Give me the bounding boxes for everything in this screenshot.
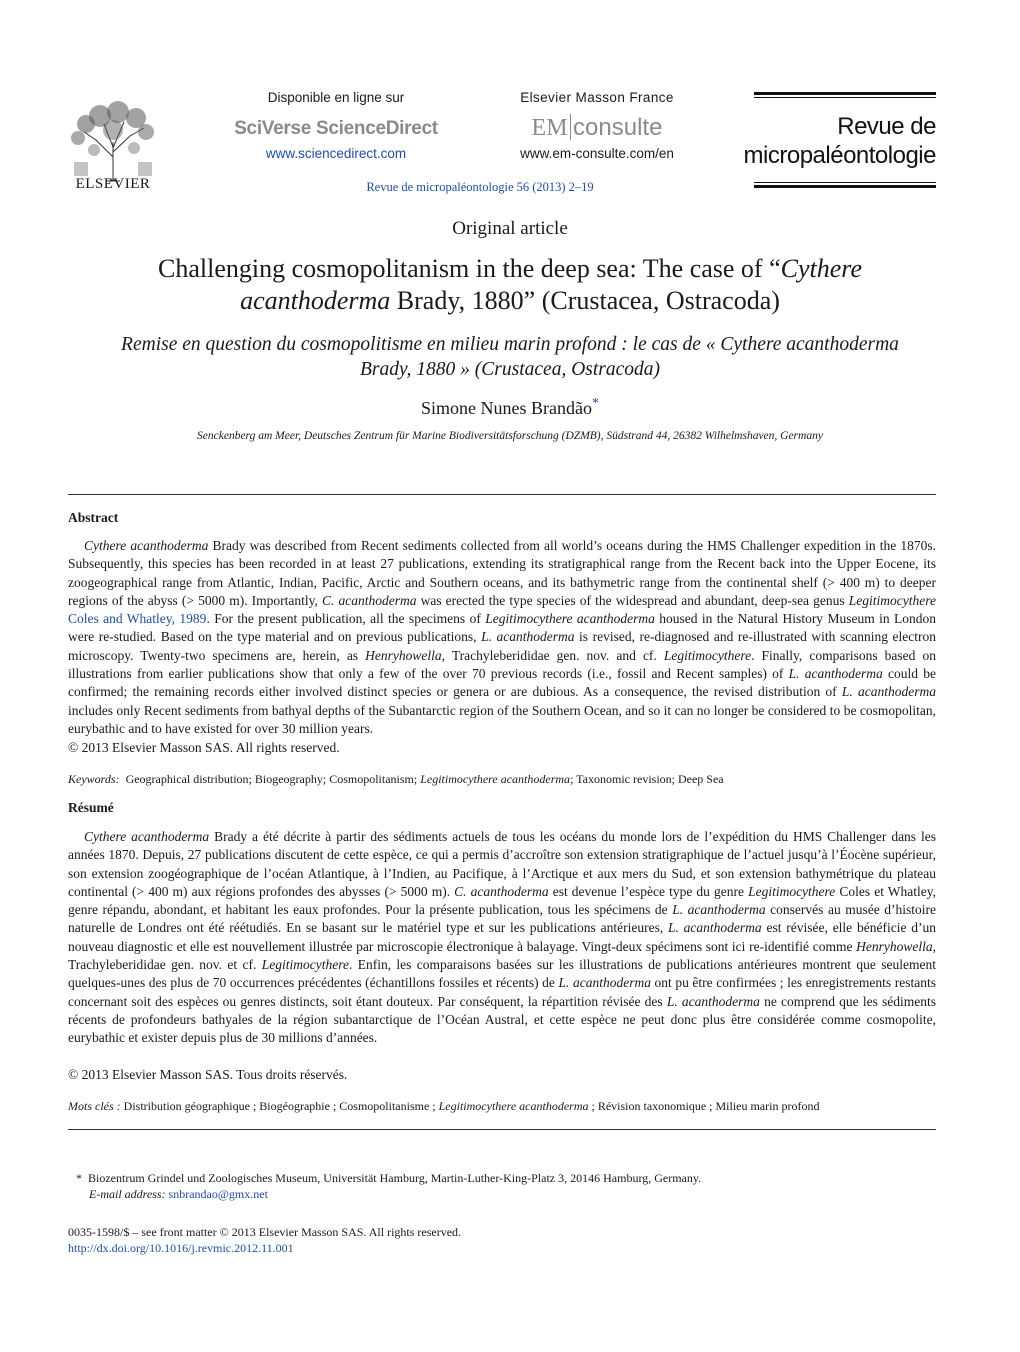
taxon-name: Legitimocythere acanthoderma (485, 611, 655, 627)
taxon-name: L. acanthoderma (666, 993, 760, 1009)
author-affiliation: Senckenberg am Meer, Deutsches Zentrum für Marine Biodiversitätsforschung (DZMB), Südstrand 44, 26382 Wilhelmshaven, Germany (197, 430, 823, 442)
front-matter-line: 0035-1598/$ – see front matter © 2013 Elsevier Masson SAS. All rights reserved. (68, 1225, 462, 1239)
reference-link[interactable]: Coles and Whatley, 1989 (68, 611, 207, 627)
abstract-keywords (68, 771, 936, 787)
taxon-name: L. acanthoderma (668, 920, 762, 936)
author-footnote-mark[interactable]: * (591, 396, 599, 411)
resume-copyright: © 2013 Elsevier Masson SAS. Tous droits réservés. (68, 1067, 348, 1082)
abstract-text-run: could be confirmed; the remaining records either involved distinct species or genera or are dubious. As a consequence, the revised distribution of (68, 666, 936, 700)
taxon-name: Legitimocythere acanthoderma (438, 1099, 589, 1113)
emconsulte-logo-consulte: consulte (573, 114, 663, 141)
resume-text-run: Coles et Whatley, genre répandu, abondant, et habitant les eaux profondes. Pour la présente publication, tous les spécimens de (68, 883, 936, 918)
author-line (200, 396, 820, 419)
taxon-name: Cythere acanthoderma (84, 538, 209, 553)
taxon-name: Legitimocythere (848, 592, 936, 608)
keywords-list (126, 772, 724, 786)
article-title-taxon: acanthoderma (240, 286, 391, 315)
journal-logo-top-rule-thin (754, 97, 936, 98)
footnote-address: Biozentrum Grindel und Zoologisches Museum, Universität Hamburg, Martin-Luther-King-Platz 3, 20146 Hamburg, Germany. (88, 1171, 702, 1185)
abstract-text-run: . Finally, comparisons based on illustrations from earlier publications show that only a few of the over 70 previous records (i.e., fossil and Recent samples) of (68, 647, 936, 682)
taxon-name: Legitimocythere acanthoderma (420, 772, 571, 786)
sciencedirect-logo: SciVerse ScienceDirect (234, 118, 438, 139)
abstract-text-run: is revised, re-diagnosed and re-illustrated with scanning electron microscopy. Twenty-two specimens are, herein, as (68, 629, 936, 663)
abstract-text-run: Brady was described from Recent sediments collected from all world’s oceans during the HMS Challenger expedition in the 1870s. Subsequently, this species has been recorded in at least 27 publications, extending its stratigraphical range from the Recent back into the Upper Eocene, its zoogeographical range from Atlantic, Indian, Pacific, Arctic and Southern oceans, and its bathymetric range from the continental shelf (> 400 m) to deeper regions of the abyss (> 5000 m). Importantly, (68, 538, 936, 608)
taxon-name: Henryhowella (365, 647, 442, 663)
journal-logo-top-rule (754, 92, 936, 95)
article-title-line2 (60, 285, 960, 317)
emconsulte-logo-divider (570, 114, 572, 140)
taxon-name: Legitimocythere (663, 647, 752, 663)
abstract-text-run: was erected the type species of the widespread and abundant, deep-sea genus (416, 592, 849, 608)
abstract-heading: Abstract (68, 510, 119, 525)
article-title-french (40, 332, 980, 382)
taxon-name: Legitimocythere (261, 957, 349, 973)
taxon-name: C. acanthoderma (322, 592, 417, 608)
email-label: E-mail address: (89, 1187, 166, 1201)
header-divider (68, 494, 936, 495)
motcle-run: ; Révision taxonomique ; Milieu marin profond (588, 1099, 820, 1113)
abstract-copyright: © 2013 Elsevier Masson SAS. All rights reserved. (68, 740, 340, 755)
journal-logo-line2: micropaléontologie (743, 142, 936, 169)
taxon-name: Cythere acanthoderma (84, 829, 210, 844)
abstract-text-run: includes only Recent sediments from bathyal depths of the Subantarctic region of the Southern Ocean, and so it can no longer be considered to be cosmopolitan, eurybathic and to have existed for over 30 million years. (68, 702, 936, 736)
journal-logo-bottom-rule (754, 185, 936, 188)
abstract-text-run: , Trachyleberididae gen. nov. and cf. (441, 647, 664, 663)
resume-text-run: . Enfin, les comparaisons basées sur les illustrations de publications antérieures montrent que seulement quelques-unes des plus de 70 occurrences précédentes (échantillons fossiles et récents) de (68, 957, 936, 991)
taxon-name: L. acanthoderma (558, 975, 651, 991)
taxon-name: L. acanthoderma (672, 902, 766, 918)
footnote-address-line (76, 1170, 936, 1186)
journal-logo-bottom-rule-thin (754, 182, 936, 183)
doi-link[interactable]: http://dx.doi.org/10.1016/j.revmic.2012.11.001 (68, 1241, 294, 1255)
resume-text-run: est révisée, elle bénéficie d’un nouveau diagnostic et elle est nouvellement illustrée par microscopie électronique à balayage. Vingt-deux spécimens sont ici re-identifié comme (68, 920, 936, 954)
journal-citation[interactable]: Revue de micropaléontologie 56 (2013) 2–19 (366, 180, 594, 194)
keywords-label: Keywords: (68, 772, 120, 786)
email-link[interactable]: snbrandao@gmx.net (168, 1187, 268, 1201)
article-title (60, 253, 960, 317)
abstract-text-run: housed in the Natural History Museum in London were re-studied. Based on the type material and on previous publications, (68, 611, 937, 645)
article-title-part: Brady, 1880” (Crustacea, Ostracoda) (390, 286, 780, 315)
sciencedirect-link[interactable]: www.sciencedirect.com (265, 146, 407, 161)
taxon-name: Legitimocythere (748, 883, 836, 899)
article-title-french-line1: Remise en question du cosmopolitisme en milieu marin profond : le cas de « Cythere acanthoderma (121, 334, 899, 355)
abstract-text-run: . For the present publication, all the specimens of (206, 611, 486, 627)
emconsulte-link[interactable]: www.em-consulte.com/en (520, 146, 674, 161)
article-title-part: Challenging cosmopolitanism in the deep sea: The case of “ (158, 254, 781, 283)
article-title-taxon: Cythere (780, 254, 862, 283)
taxon-name: L. acanthoderma (841, 684, 936, 700)
abstract-text (68, 538, 936, 736)
article-title-french-line2: Brady, 1880 » (Crustacea, Ostracoda) (359, 359, 661, 380)
resume-text-run: ont pu être confirmées ; les enregistrements restants concernant soit des espèces ou genres distincts, soit étant douteux. Par conséquent, la répartition révisée des (68, 975, 936, 1009)
emconsulte-caption: Elsevier Masson France (520, 90, 674, 105)
resume-text-run: Brady a été décrite à partir des sédiments actuels de tous les océans du monde lors de l’expédition du HMS Challenger dans les années 1870. Depuis, 27 publications discutent de cette espèce, ce qui a permis d’accroître son extension stratigraphique de l’actuel jusqu’à l’Éocène supérieur, son extension zoogéographique de l’océan Atlantique, à l’Indien, au Pacifique, à l’Arctique et aux mers du Sud, et son extension bathymétrique du plateau continental (> 400 m) aux régions profondes des abysses (> 5000 m). (68, 829, 936, 899)
article-title-line1 (60, 253, 960, 285)
taxon-name: C. acanthoderma (454, 883, 549, 899)
emconsulte-logo (500, 114, 694, 142)
abstract-divider (68, 1129, 936, 1130)
taxon-name: Henryhowella (856, 938, 933, 954)
resume-body (68, 828, 936, 1048)
resume-text-run: , Trachyleberididae gen. nov. et cf. (68, 938, 936, 973)
footnote-mark: * (76, 1171, 82, 1185)
journal-logo-line1: Revue de (837, 113, 936, 140)
correspondence-footnote (76, 1170, 936, 1202)
motscles-label: Mots clés : (68, 1099, 121, 1113)
motcle-run: Distribution géographique ; Biogéographie ; Cosmopolitanisme ; (120, 1099, 439, 1113)
resume-keywords (68, 1098, 936, 1114)
article-type: Original article (452, 218, 568, 239)
emconsulte-logo-em: EM (531, 115, 568, 141)
sciencedirect-caption: Disponible en ligne sur (267, 90, 405, 105)
author-name: Simone Nunes Brandão (421, 398, 592, 418)
motscles-list (121, 1099, 820, 1113)
resume-heading: Résumé (68, 800, 114, 815)
publisher-name: ELSEVIER (75, 176, 151, 192)
keyword-run: ; Taxonomic revision; Deep Sea (570, 772, 724, 786)
resume-text (68, 829, 936, 1045)
resume-text-run: ne comprend que les sédiments récents de profondeurs bathyales de la région subantarctique de l’Océan Austral, et cette espèce ne peut donc plus être considérée comme cosmopolite, eurybathic et exister depuis plus de 30 millions d’années. (68, 993, 936, 1046)
footnote-email-line (76, 1186, 936, 1202)
taxon-name: L. acanthoderma (481, 629, 575, 645)
resume-text-run: est devenue l’espèce type du genre (548, 883, 749, 899)
resume-text-run: conservés au musée d’histoire naturelle de Londres ont été réétudiés. En se basant sur le matériel type et sur les publications antérieures, (68, 902, 936, 936)
journal-logo (740, 112, 936, 170)
keyword-run: Geographical distribution; Biogeography; Cosmopolitanism; (125, 772, 421, 786)
abstract-body (68, 537, 936, 738)
taxon-name: L. acanthoderma (788, 666, 883, 682)
